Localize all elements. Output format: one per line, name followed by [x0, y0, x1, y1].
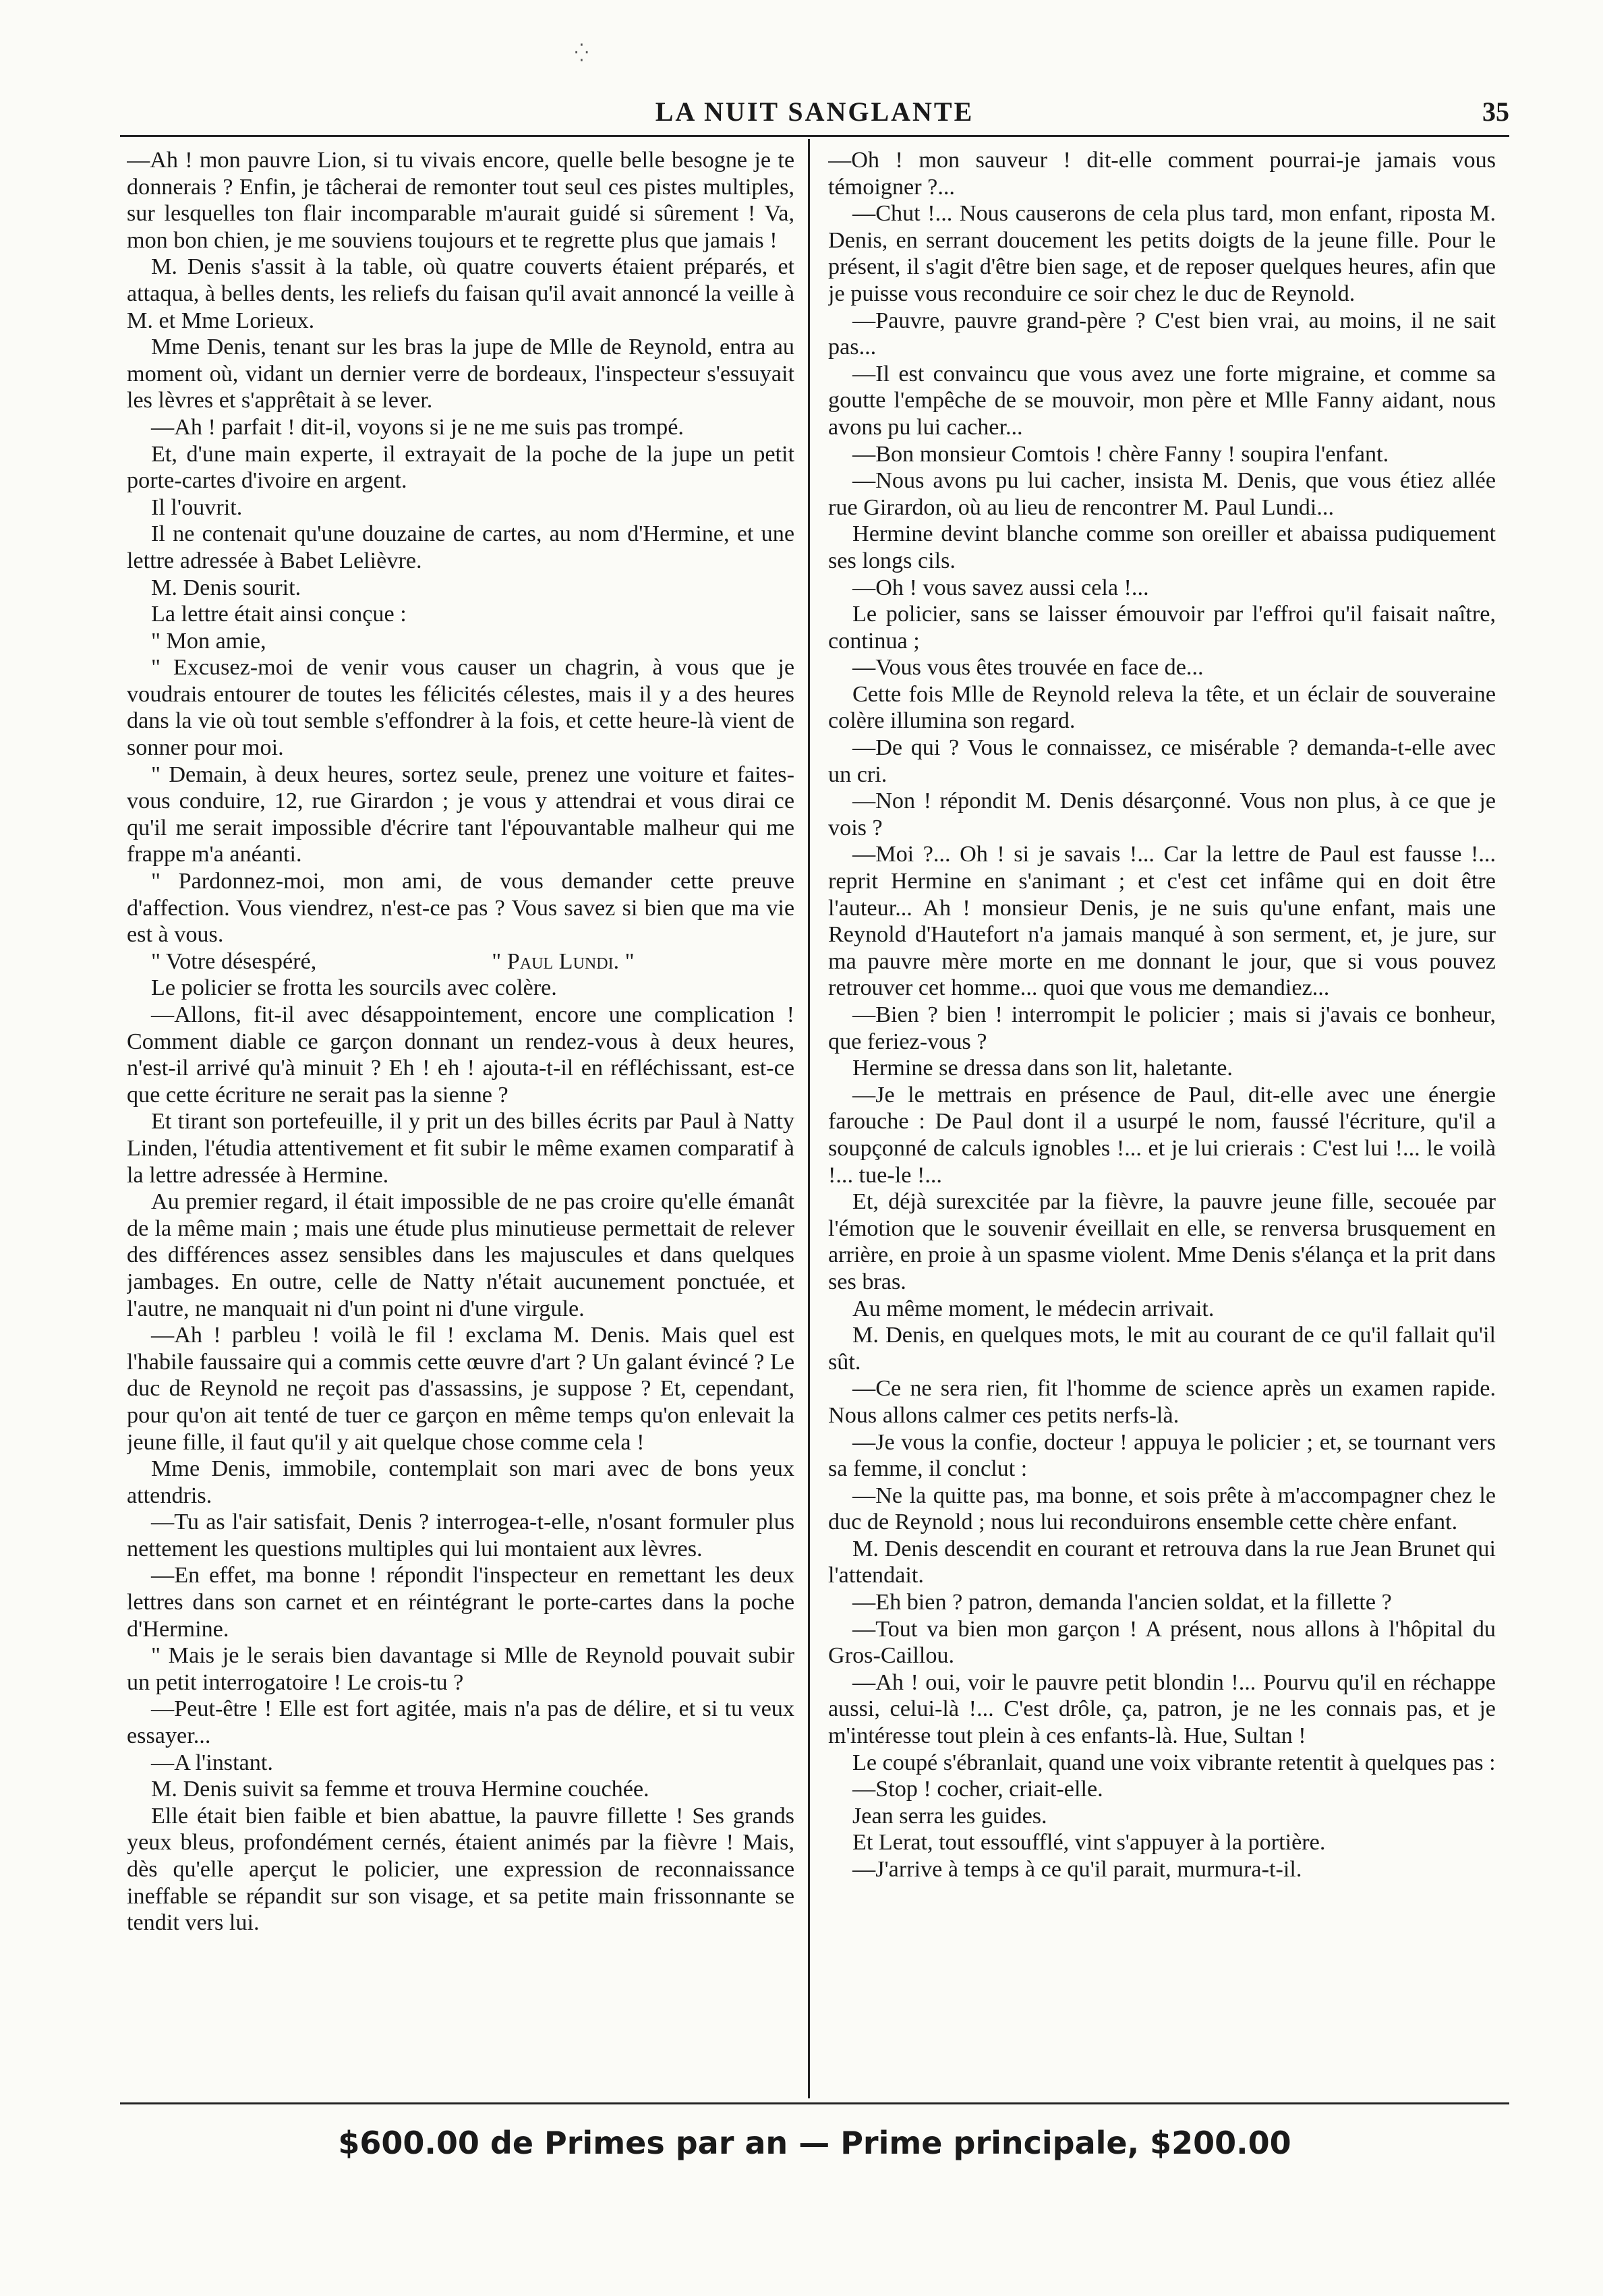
- paragraph: —Ah ! parbleu ! voilà le fil ! exclama M. Denis. Mais quel est l'habile faussaire qui a commis cette œuvre d'art ? Un galant évincé ? Le duc de Reynold ne reçoit pas d'assassins, je suppose ? Et, cependant, pour qu'on ait tenté de tuer ce garçon en même temps qu'on enlevait la jeune fille, il faut qu'il y ait quelque chose comme cela !: [127, 1323, 794, 1455]
- paragraph: M. Denis suivit sa femme et trouva Hermine couchée.: [151, 1777, 649, 1802]
- paragraph: —Tu as l'air satisfait, Denis ? interrogea-t-elle, n'osant formuler plus nettement les questions multiples qui lui montaient aux lèvres.: [127, 1510, 794, 1561]
- paragraph: Le policier se frotta les sourcils avec colère.: [151, 975, 557, 1001]
- paragraph: —Il est convaincu que vous avez une forte migraine, et comme sa goutte l'empêche de se mouvoir, mon père et Mlle Fanny aidant, nous avons pu lui cacher...: [828, 361, 1496, 440]
- paragraph: —Ne la quitte pas, ma bonne, et sois prête à m'accompagner chez le duc de Reynold ; nous lui reconduirons ensemble cette chère enfant.: [828, 1483, 1496, 1535]
- paragraph: —De qui ? Vous le connaissez, ce misérable ? demanda-t-elle avec un cri.: [828, 735, 1496, 787]
- running-title: LA NUIT SANGLANTE: [655, 96, 974, 127]
- paragraph: —A l'instant.: [151, 1750, 273, 1775]
- paragraph: Et Lerat, tout essoufflé, vint s'appuyer à la portière.: [852, 1830, 1326, 1856]
- paragraph: Et, d'une main experte, il extrayait de la poche de la jupe un petit porte-cartes d'ivoire en argent.: [127, 441, 794, 494]
- page-number: 35: [1482, 96, 1509, 127]
- paragraph: Il ne contenait qu'une douzaine de cartes, au nom d'Hermine, et une lettre adressée à Babet Lelièvre.: [127, 521, 794, 573]
- paragraph: —Ce ne sera rien, fit l'homme de science après un examen rapide. Nous allons calmer ces petits nerfs-là.: [828, 1376, 1496, 1428]
- paragraph: —Ah ! parfait ! dit-il, voyons si je ne me suis pas trompé.: [151, 414, 684, 440]
- paragraph: Jean serra les guides.: [852, 1803, 1047, 1829]
- paragraph: —Oh ! mon sauveur ! dit-elle comment pourrai-je jamais vous témoigner ?...: [828, 148, 1496, 200]
- paragraph: " Demain, à deux heures, sortez seule, prenez une voiture et faites-vous conduire, 12, rue Girardon ; je vous y attendrai et vous dirai ce qu'il me serait impossible d'écrire tant l'épouvantable malheur qui me frappe m'a anéanti.: [127, 762, 794, 867]
- paragraph: M. Denis, en quelques mots, le mit au courant de ce qu'il fallait qu'il sût.: [828, 1323, 1496, 1375]
- paragraph: " Mon amie,: [151, 628, 266, 654]
- paragraph: —Je vous la confie, docteur ! appuya le policier ; et, se tournant vers sa femme, il conclut :: [828, 1429, 1496, 1482]
- paragraph: Il l'ouvrit.: [151, 494, 243, 520]
- paragraph: —Vous vous êtes trouvée en face de...: [852, 655, 1204, 681]
- paragraph: " Pardonnez-moi, mon ami, de vous demander cette preuve d'affection. Vous viendrez, n'est-ce pas ? Vous savez si bien que ma vie est à vous.: [127, 869, 794, 948]
- paragraph: —Allons, fit-il avec désappointement, encore une complication ! Comment diable ce garçon donnant un rendez-vous à deux heures, n'est-il arrivé qu'à minuit ? Eh ! eh ! ajouta-t-il en réfléchissant, est-ce que cette écriture ne serait pas la sienne ?: [127, 1002, 794, 1108]
- paragraph: Et tirant son portefeuille, il y prit un des billes écrits par Paul à Natty Linden, l'étudia attentivement et fit subir le même examen comparatif à la lettre adressée à Hermine.: [127, 1109, 794, 1188]
- paragraph: " Mais je le serais bien davantage si Mlle de Reynold pouvait subir un petit interrogatoire ! Le crois-tu ?: [127, 1643, 794, 1695]
- paragraph: " Excusez-moi de venir vous causer un chagrin, à vous que je voudrais entourer de toutes les félicités célestes, mais il y a des heures dans la vie où tout semble s'effondrer à la fois, et cette heure-là vient de sonner pour moi.: [127, 655, 794, 761]
- paragraph: —En effet, ma bonne ! répondit l'inspecteur en remettant les deux lettres dans son carnet et en réintégrant le porte-cartes dans la poche d'Hermine.: [127, 1563, 794, 1642]
- paragraph: Hermine se dressa dans son lit, haletante.: [852, 1056, 1233, 1081]
- footer-rule: [120, 2102, 1509, 2104]
- paragraph: —Tout va bien mon garçon ! A présent, nous allons à l'hôpital du Gros-Caillou.: [828, 1616, 1496, 1669]
- column-divider: [808, 139, 810, 2098]
- paragraph: M. Denis s'assit à la table, où quatre couverts étaient préparés, et attaqua, à belles dents, les reliefs du faisan qu'il avait annoncé la veille à M. et Mme Lorieux.: [127, 254, 794, 333]
- paragraph: —Ah ! mon pauvre Lion, si tu vivais encore, quelle belle besogne je te donnerais ? Enfin, je tâcherai de remonter tout seul ces pistes multiples, sur lesquelles ton flair incomparable m'aurait guidé si sûrement ! Va, mon bon chien, je me souviens toujours et te regrette plus que jamais !: [127, 148, 794, 253]
- paragraph: —Moi ?... Oh ! si je savais !... Car la lettre de Paul est fausse !... reprit Hermine en s'animant ; et c'est cet infâme qui en doit être l'auteur... Ah ! monsieur Denis, je ne suis qu'une enfant, mais une Reynold d'Hautefort n'a jamais manqué à son serment, et, je jure, sur ma pauvre mère morte en me donnant le jour, que si vous pouvez retrouver cet homme... quoi que vous me demandiez...: [828, 842, 1496, 1001]
- signature-name: " Paul Lundi. ": [492, 948, 635, 974]
- paragraph: —Chut !... Nous causerons de cela plus tard, mon enfant, riposta M. Denis, en serrant doucement les petits doigts de la jeune fille. Pour le présent, il s'agit d'être bien sage, et de reposer quelques heures, afin que je puisse vous reconduire ce soir chez le duc de Reynold.: [828, 201, 1496, 306]
- header-rule: [120, 135, 1509, 137]
- paragraph: Mme Denis, immobile, contemplait son mari avec de bons yeux attendris.: [127, 1456, 794, 1508]
- paragraph: —Peut-être ! Elle est fort agitée, mais n'a pas de délire, et si tu veux essayer...: [127, 1696, 794, 1749]
- left-column: [127, 147, 794, 2090]
- paragraph: Le policier, sans se laisser émouvoir par l'effroi qu'il faisait naître, continua ;: [828, 602, 1496, 654]
- footer-advert: $600.00 de Primes par an — Prime principale, $200.00: [338, 2125, 1291, 2161]
- paragraph: —Pauvre, pauvre grand-père ? C'est bien vrai, au moins, il ne sait pas...: [828, 308, 1496, 360]
- paragraph: Et, déjà surexcitée par la fièvre, la pauvre jeune fille, secouée par l'émotion que le souvenir éveillait en elle, se renversa brusquement en arrière, en proie à un spasme violent. Mme Denis s'élança et la prit dans ses bras.: [828, 1189, 1496, 1294]
- paragraph: Cette fois Mlle de Reynold releva la tête, et un éclair de souveraine colère illumina son regard.: [828, 681, 1496, 734]
- paragraph: M. Denis descendit en courant et retrouva dans la rue Jean Brunet qui l'attendait.: [828, 1536, 1496, 1588]
- paragraph: Le coupé s'ébranlait, quand une voix vibrante retentit à quelques pas :: [852, 1750, 1496, 1775]
- paragraph: Au premier regard, il était impossible de ne pas croire qu'elle émanât de la même main ; mais une étude plus minutieuse permettait de relever des différences assez sensibles dans les majuscules et dans quelques jambages. En outre, celle de Natty n'était aucunement ponctuée, et l'autre, ne manquait ni d'un point ni d'une virgule.: [127, 1189, 794, 1321]
- right-column: [828, 147, 1496, 2090]
- paragraph: —J'arrive à temps à ce qu'il parait, murmura-t-il.: [852, 1857, 1302, 1882]
- paragraph: —Bon monsieur Comtois ! chère Fanny ! soupira l'enfant.: [852, 441, 1389, 467]
- letter-signature: [127, 948, 794, 975]
- paragraph: Elle était bien faible et bien abattue, la pauvre fillette ! Ses grands yeux bleus, profondément cernés, étaient animés par la fièvre ! Mais, dès qu'elle aperçut le policier, une expression de reconnaissance ineffable se répandit sur son visage, et sa petite main frissonnante se tendit vers lui.: [127, 1803, 794, 1936]
- paragraph: —Nous avons pu lui cacher, insista M. Denis, que vous étiez allée rue Girardon, où au lieu de rencontrer M. Paul Lundi...: [828, 468, 1496, 520]
- signature-closing: " Votre désespéré,: [151, 948, 317, 974]
- paragraph: —Non ! répondit M. Denis désarçonné. Vous non plus, à ce que je vois ?: [828, 788, 1496, 840]
- paragraph: M. Denis sourit.: [151, 575, 301, 600]
- paragraph: —Oh ! vous savez aussi cela !...: [852, 575, 1149, 600]
- paragraph: Mme Denis, tenant sur les bras la jupe de Mlle de Reynold, entra au moment où, vidant un dernier verre de bordeaux, l'inspecteur s'essuyait les lèvres et s'apprêtait à se lever.: [127, 335, 794, 413]
- page-header: [120, 94, 1509, 135]
- paragraph: Hermine devint blanche comme son oreiller et abaissa pudiquement ses longs cils.: [828, 521, 1496, 573]
- paragraph: —Ah ! oui, voir le pauvre petit blondin !... Pourvu qu'il en réchappe aussi, celui-là !... C'est drôle, ça, patron, je ne les connais pas, et je m'intéresse tout plein à ces enfants-là. Hue, Sultan !: [828, 1669, 1496, 1749]
- paragraph: Au même moment, le médecin arrivait.: [852, 1296, 1215, 1321]
- print-speck: ⁛: [575, 43, 589, 63]
- paragraph: La lettre était ainsi conçue :: [151, 602, 407, 627]
- paragraph: —Je le mettrais en présence de Paul, dit-elle avec une énergie farouche : De Paul dont il a usurpé le nom, faussé l'écriture, qu'il a soupçonné de calculs ignobles !... et je lui crierais : C'est lui !... le voilà !... tue-le !...: [828, 1082, 1496, 1188]
- paragraph: —Stop ! cocher, criait-elle.: [852, 1777, 1103, 1802]
- paragraph: —Bien ? bien ! interrompit le policier ; mais si j'avais ce bonheur, que feriez-vous ?: [828, 1002, 1496, 1054]
- paragraph: —Eh bien ? patron, demanda l'ancien soldat, et la fillette ?: [852, 1590, 1392, 1615]
